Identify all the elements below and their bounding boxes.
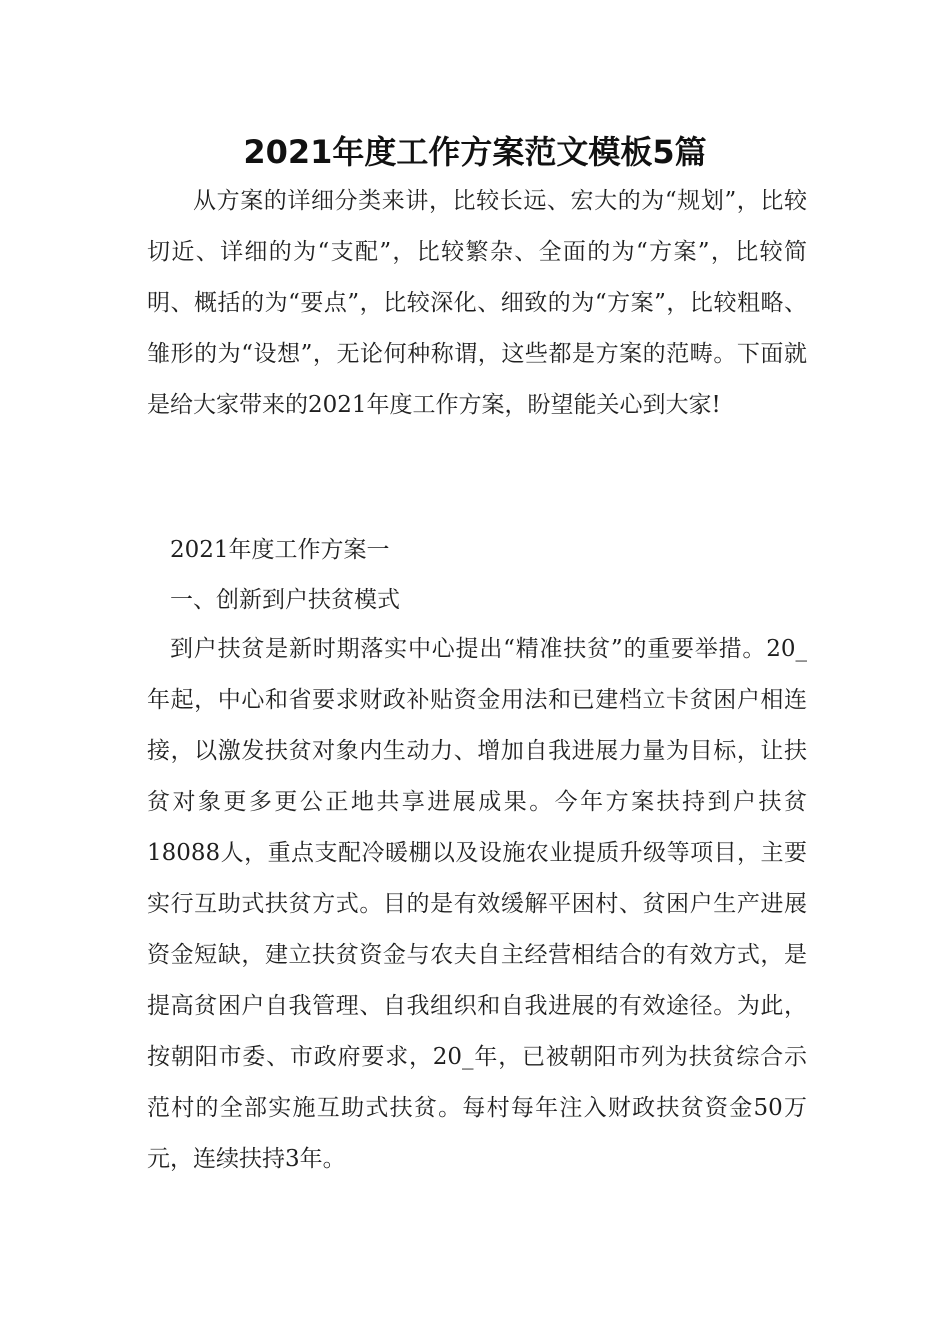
intro-paragraph: 从方案的详细分类来讲，比较长远、宏大的为“规划”，比较切近、详细的为“支配”，比较繁杂、全面的为“方案”，比较简明、概括的为“要点”，比较深化、细致的为“方案”，比较粗略、雏形的为“设想”，无论何种称谓，这些都是方案的范畴。下面就是给大家带来的2021年度工作方案，盼望能关心到大家! xyxy=(147,188,807,418)
section-heading: 2021年度工作方案一 xyxy=(170,537,390,563)
document-title: 2021年度工作方案范文模板5篇 xyxy=(243,133,707,171)
intro-paragraph-block xyxy=(147,176,807,431)
section-body-paragraph: 到户扶贫是新时期落实中心提出“精准扶贫”的重要举措。20_年起，中心和省要求财政补贴资金用法和已建档立卡贫困户相连接，以激发扶贫对象内生动力、增加自我进展力量为目标，让扶贫对象更多更公正地共享进展成果。今年方案扶持到户扶贫18088人，重点支配冷暖棚以及设施农业提质升级等项目，主要实行互助式扶贫方式。目的是有效缓解平困村、贫困户生产进展资金短缺，建立扶贫资金与农夫自主经营相结合的有效方式，是提高贫困户自我管理、自我组织和自我进展的有效途径。为此，按朝阳市委、市政府要求，20_年，已被朝阳市列为扶贫综合示范村的全部实施互助式扶贫。每村每年注入财政扶贫资金50万元，连续扶持3年。 xyxy=(147,636,807,1172)
sub-heading: 一、创新到户扶贫模式 xyxy=(170,587,400,613)
section-body-block xyxy=(147,624,807,1185)
